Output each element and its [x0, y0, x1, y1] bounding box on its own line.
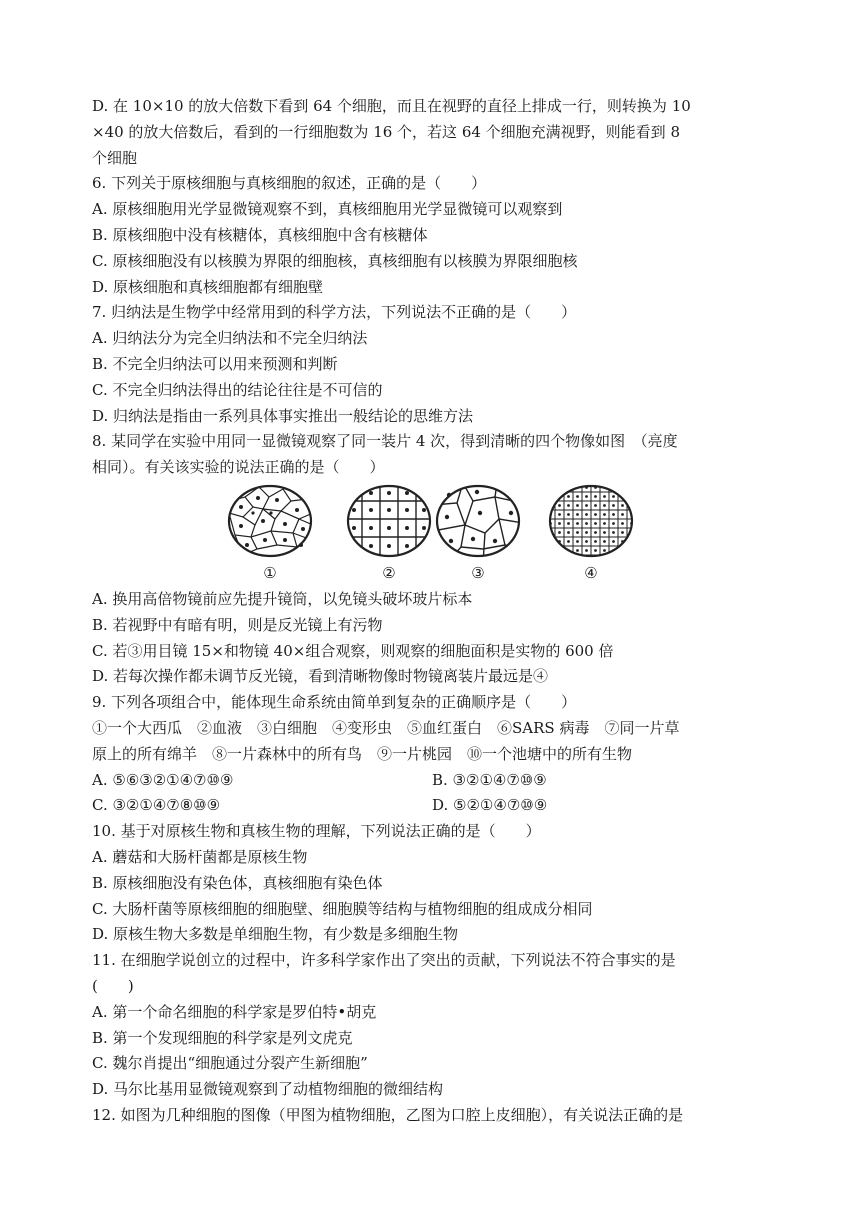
microscope-view-3 — [433, 483, 523, 587]
q9-options-row-2 — [92, 793, 772, 819]
q9-option-d: D. ⑤②①④⑦⑩⑨ — [432, 796, 548, 815]
q9-items-line-1: ①一个大西瓜 ②血液 ③白细胞 ④变形虫 ⑤血红蛋白 ⑥SARS 病毒 ⑦同一片草 — [92, 718, 680, 737]
q6-option-d: D. 原核细胞和真核细胞都有细胞壁 — [92, 277, 324, 296]
q8-option-d: D. 若每次操作都未调节反光镜，看到清晰物像时物镜离装片最远是④ — [92, 667, 549, 686]
microscope-view-1 — [225, 483, 315, 587]
figure-label-1: ① — [263, 563, 277, 582]
q7-option-a: A. 归纳法分为完全归纳法和不完全归纳法 — [92, 329, 368, 348]
q7-option-c: C. 不完全归纳法得出的结论往往是不可信的 — [92, 380, 383, 399]
q6-option-c: C. 原核细胞没有以核膜为界限的细胞核，真核细胞有以核膜为界限细胞核 — [92, 251, 578, 270]
q6-stem: 6. 下列关于原核细胞与真核细胞的叙述，正确的是（ ） — [92, 174, 487, 193]
q6-option-b: B. 原核细胞中没有核糖体，真核细胞中含有核糖体 — [92, 225, 428, 244]
q9-items-line-2: 原上的所有绵羊 ⑧一片森林中的所有鸟 ⑨一片桃园 ⑩一个池塘中的所有生物 — [92, 744, 633, 763]
q9-option-c: C. ③②①④⑦⑧⑩⑨ — [92, 796, 221, 815]
q10-option-b: B. 原核细胞没有染色体，真核细胞有染色体 — [92, 873, 383, 892]
q5-option-d-line-3: 个细胞 — [92, 148, 138, 167]
q6-option-a: A. 原核细胞用光学显微镜观察不到，真核细胞用光学显微镜可以观察到 — [92, 200, 563, 219]
q10-option-c: C. 大肠杆菌等原核细胞的细胞壁、细胞膜等结构与植物细胞的组成成分相同 — [92, 899, 593, 918]
q8-stem-line-1: 8. 某同学在实验中用同一显微镜观察了同一装片 4 次，得到清晰的四个物像如图 （亮度 — [92, 432, 678, 451]
q11-option-c: C. 魏尔肖提出“细胞通过分裂产生新细胞” — [92, 1054, 368, 1073]
page-content — [92, 94, 772, 1129]
figure-label-3: ③ — [471, 563, 485, 582]
q7-option-b: B. 不完全归纳法可以用来预测和判断 — [92, 354, 338, 373]
q8-option-c: C. 若③用目镜 15×和物镜 40×组合观察，则观察的细胞面积是实物的 600 倍 — [92, 641, 614, 660]
q11-option-b: B. 第一个发现细胞的科学家是列文虎克 — [92, 1028, 353, 1047]
q11-stem-line-2: ( ) — [92, 976, 134, 995]
q9-option-a: A. ⑤⑥③②①④⑦⑩⑨ — [92, 770, 234, 789]
q9-options-row-1 — [92, 768, 772, 794]
microscope-view-2 — [344, 483, 434, 587]
q10-stem: 10. 基于对原核生物和真核生物的理解，下列说法正确的是（ ） — [92, 822, 541, 841]
q8-option-b: B. 若视野中有暗有明，则是反光镜上有污物 — [92, 615, 383, 634]
q5-option-d-line-1: D. 在 10×10 的放大倍数下看到 64 个细胞，而且在视野的直径上排成一行，则转换为 10 — [92, 97, 691, 115]
q7-option-d: D. 归纳法是指由一系列具体事实推出一般结论的思维方法 — [92, 406, 474, 425]
q9-option-b: B. ③②①④⑦⑩⑨ — [432, 770, 547, 789]
q8-option-a: A. 换用高倍物镜前应先提升镜筒，以免镜头破坏玻片标本 — [92, 589, 473, 608]
q5-option-d-line-2: ×40 的放大倍数后，看到的一行细胞数为 16 个，若这 64 个细胞充满视野，则能看到 8 — [92, 122, 680, 141]
figure-label-2: ② — [382, 563, 396, 582]
q11-stem-line-1: 11. 在细胞学说创立的过程中，许多科学家作出了突出的贡献，下列说法不符合事实的是 — [92, 951, 676, 970]
q10-option-d: D. 原核生物大多数是单细胞生物，有少数是多细胞生物 — [92, 925, 459, 944]
q7-stem: 7. 归纳法是生物学中经常用到的科学方法，下列说法不正确的是（ ） — [92, 303, 577, 322]
q12-stem: 12. 如图为几种细胞的图像（甲图为植物细胞，乙图为口腔上皮细胞），有关说法正确的是 — [92, 1105, 684, 1124]
figure-label-4: ④ — [584, 563, 598, 582]
microscope-view-4 — [546, 483, 636, 587]
q9-stem: 9. 下列各项组合中，能体现生命系统由简单到复杂的正确顺序是（ ） — [92, 693, 577, 712]
q8-stem-line-2: 相同）。有关该实验的说法正确的是（ ） — [92, 458, 385, 477]
q10-option-a: A. 蘑菇和大肠杆菌都是原核生物 — [92, 847, 308, 866]
q8-microscope-figure — [92, 483, 772, 587]
q11-option-a: A. 第一个命名细胞的科学家是罗伯特•胡克 — [92, 1002, 377, 1021]
q11-option-d: D. 马尔比基用显微镜观察到了动植物细胞的微细结构 — [92, 1080, 444, 1099]
